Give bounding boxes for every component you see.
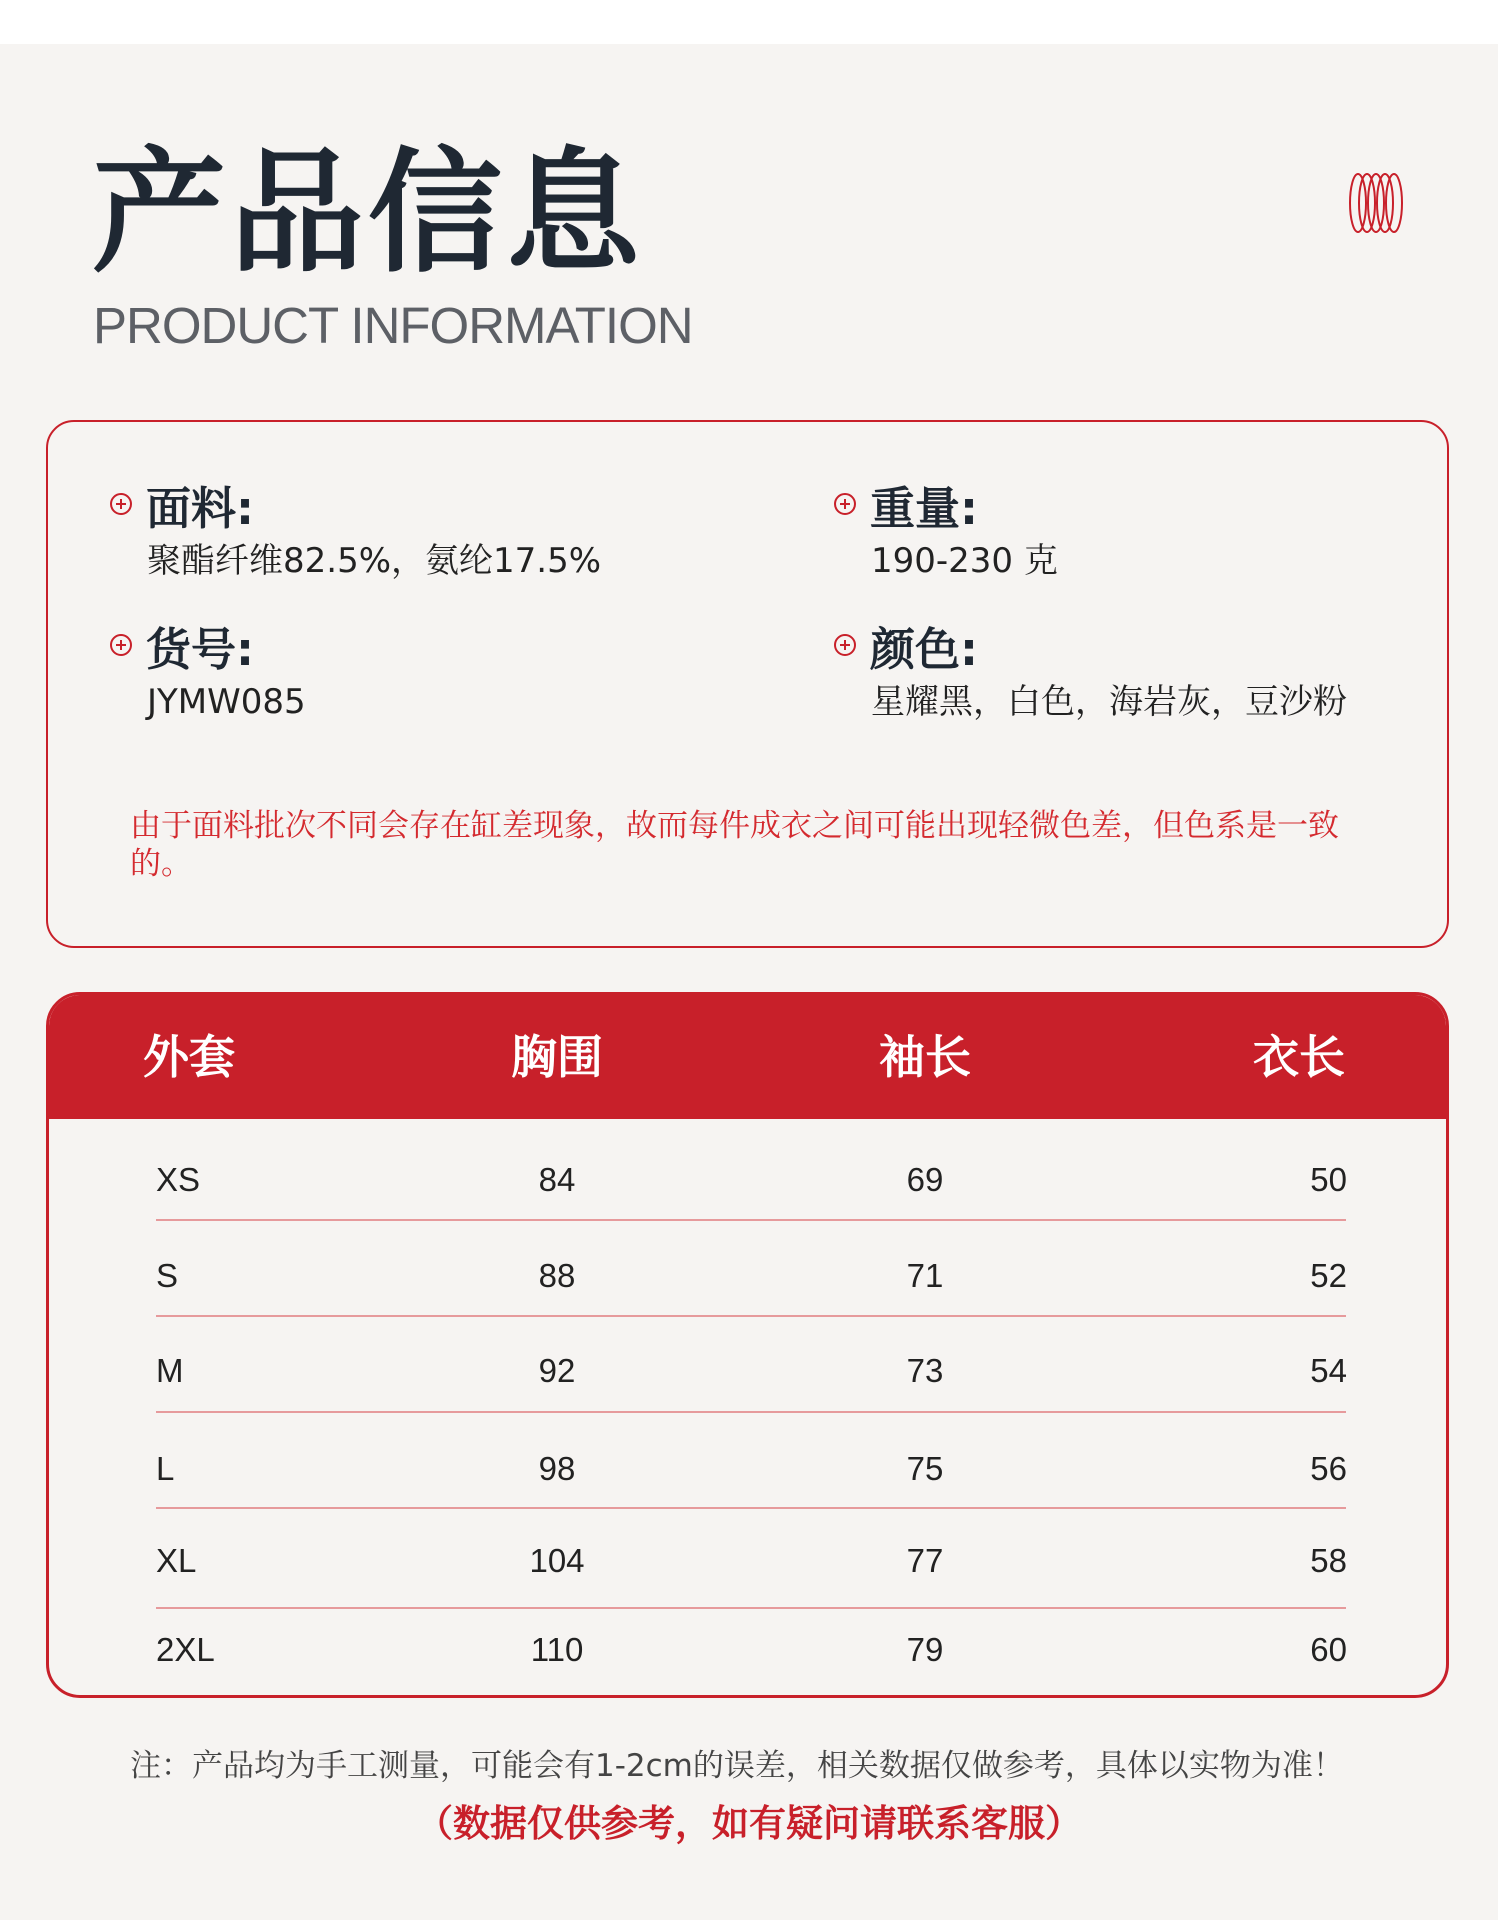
length-cell: 60	[1310, 1631, 1347, 1668]
color-info	[834, 615, 1347, 725]
sku-label: 货号:	[146, 622, 254, 676]
sleeve-cell: 69	[906, 1161, 944, 1198]
sku-value: JYMW085	[147, 682, 306, 722]
header-type: 外套	[143, 1030, 235, 1084]
table-row	[49, 1531, 1446, 1591]
length-cell: 58	[1310, 1542, 1347, 1579]
header-chest: 胸围	[511, 1030, 603, 1084]
page-subtitle: PRODUCT INFORMATION	[93, 297, 693, 354]
fabric-label: 面料:	[146, 481, 254, 535]
length-cell: 50	[1310, 1161, 1347, 1198]
row-divider	[156, 1507, 1346, 1509]
measurement-note: 注：产品均为手工测量，可能会有1-2cm的误差，相关数据仅做参考，具体以实物为准！	[130, 1748, 1344, 1784]
size-table-header	[49, 995, 1446, 1119]
color-value: 星耀黑，白色，海岩灰，豆沙粉	[871, 682, 1347, 722]
plus-circle-icon	[834, 493, 856, 515]
size-cell: XS	[156, 1161, 201, 1198]
sku-info	[110, 615, 306, 725]
size-cell: L	[156, 1450, 175, 1487]
size-cell: M	[156, 1352, 184, 1389]
weight-label: 重量:	[870, 481, 978, 535]
size-cell: 2XL	[156, 1631, 215, 1668]
length-cell: 52	[1310, 1257, 1347, 1294]
plus-circle-icon	[110, 493, 132, 515]
color-label: 颜色:	[870, 622, 978, 676]
fabric-value: 聚酯纤维82.5%，氨纶17.5%	[147, 541, 602, 581]
row-divider	[156, 1411, 1346, 1413]
table-row	[49, 1150, 1446, 1210]
coil-decoration-icon	[1346, 170, 1406, 236]
size-cell: S	[156, 1257, 179, 1294]
size-cell: XL	[156, 1542, 197, 1579]
weight-info	[834, 474, 1058, 584]
header-length: 衣长	[1253, 1030, 1345, 1084]
table-row	[49, 1246, 1446, 1306]
table-row	[49, 1341, 1446, 1401]
chest-cell: 84	[538, 1161, 576, 1198]
row-divider	[156, 1219, 1346, 1221]
length-cell: 56	[1310, 1450, 1347, 1487]
table-row	[49, 1439, 1446, 1499]
color-difference-note: 由于面料批次不同会存在缸差现象，故而每件成衣之间可能出现轻微色差，但色系是一致的。	[130, 808, 1339, 882]
row-divider	[156, 1315, 1346, 1317]
chest-cell: 110	[530, 1631, 584, 1668]
chest-cell: 92	[538, 1352, 576, 1389]
product-info-card	[46, 420, 1449, 948]
chest-cell: 88	[538, 1257, 576, 1294]
weight-value: 190-230 克	[871, 541, 1058, 581]
sleeve-cell: 77	[906, 1542, 944, 1579]
length-cell: 54	[1310, 1352, 1347, 1389]
plus-circle-icon	[834, 634, 856, 656]
size-table	[46, 992, 1449, 1698]
page-title: 产品信息	[92, 135, 645, 291]
fabric-info	[110, 474, 601, 584]
sleeve-cell: 75	[906, 1450, 944, 1487]
sleeve-cell: 73	[906, 1352, 944, 1389]
row-divider	[156, 1607, 1346, 1609]
table-row	[49, 1620, 1446, 1680]
header-sleeve: 袖长	[879, 1030, 971, 1084]
chest-cell: 104	[529, 1542, 585, 1579]
plus-circle-icon	[110, 634, 132, 656]
sleeve-cell: 79	[906, 1631, 944, 1668]
reference-note: （数据仅供参考，如有疑问请联系客服）	[416, 1802, 1082, 1845]
chest-cell: 98	[538, 1450, 576, 1487]
sleeve-cell: 71	[906, 1257, 944, 1294]
